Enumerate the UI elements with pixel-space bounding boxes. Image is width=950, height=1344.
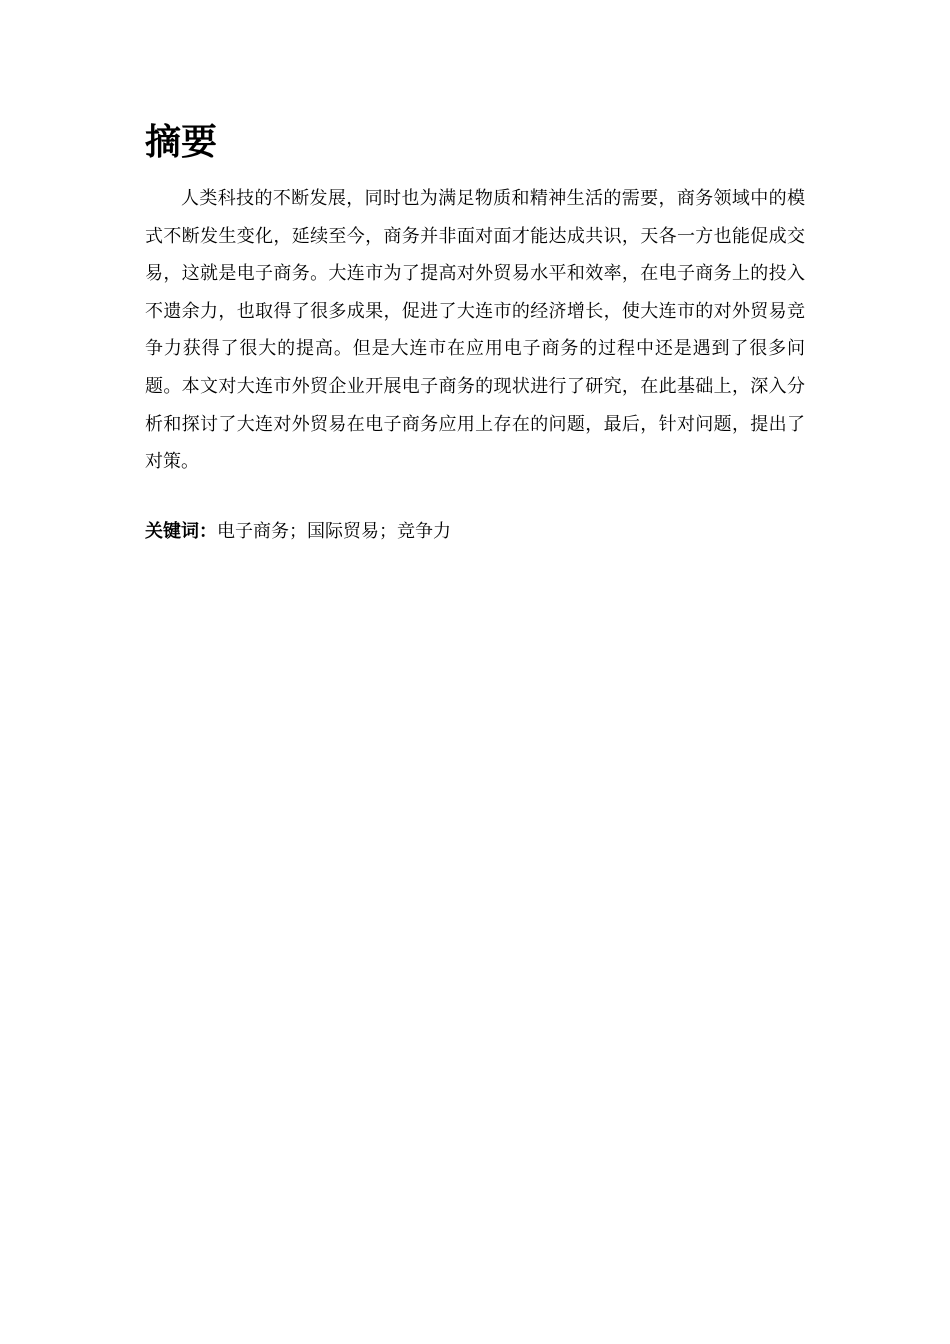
keywords-label: 关键词： [145,521,217,542]
abstract-title: 摘要 [145,121,218,163]
abstract-body: 人类科技的不断发展，同时也为满足物质和精神生活的需要，商务领域中的模式不断发生变化，延续至今，商务并非面对面才能达成共识，天各一方也能促成交易，这就是电子商务。大连市为了提高对外贸易水平和效率，在电子商务上的投入不遗余力，也取得了很多成果，促进了大连市的经济增长，使大连市的对外贸易竞争力获得了很大的提高。但是大连市在应用电子商务的过程中还是遇到了很多问题。本文对大连市外贸企业开展电子商务的现状进行了研究，在此基础上，深入分析和探讨了大连对外贸易在电子商务应用上存在的问题，最后，针对问题，提出了对策。 [145,188,805,473]
keywords-text: 电子商务；国际贸易；竞争力 [217,521,451,542]
keywords-line [145,514,451,550]
